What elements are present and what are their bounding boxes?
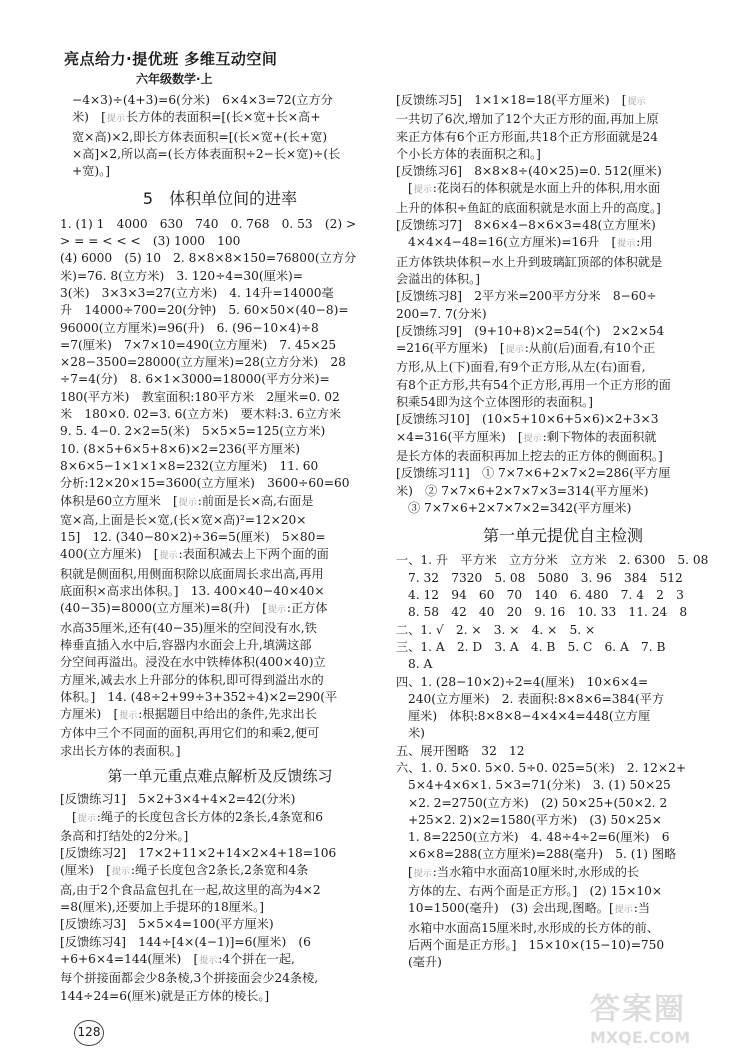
hint-label: 提示 xyxy=(119,711,138,722)
answer-line: +25×2. 2)×2=1580(平方米) (3) 50×25× xyxy=(408,812,662,827)
answer-line: 宽×高,上面是长×宽,(长×宽×高)²=12×20× xyxy=(60,512,307,527)
answer-line: [提示:绳子的长度包含长方体的2条长,4条宽和6 xyxy=(72,809,324,824)
answer-line: 方体的左、右两个面是正方形。] (2) 15×10× xyxy=(408,884,663,899)
answer-line: [反馈练习4] 144÷[4×(4−1)]=6(厘米) (6 xyxy=(60,934,311,949)
answer-line: 求出长方体的表面积。] xyxy=(60,743,181,758)
book-series-title: 亮点给力·提优班 多维互动空间 xyxy=(64,50,278,68)
answer-line: 后两个面是正方形。] 15×10×(15−10)=750 xyxy=(408,937,665,952)
answer-line: 400(立方厘米) [提示:表面积减去上下两个面的面 xyxy=(60,547,329,562)
hint-label: 提示 xyxy=(617,239,636,250)
left-column xyxy=(60,92,380,1005)
hint-label: 提示 xyxy=(77,813,96,824)
watermark-logo: 答案圈 MXQE.COM xyxy=(590,992,691,1047)
answer-line: 水高35厘米,还有(40−35)厘米的空间没有水,铁 xyxy=(60,620,317,635)
answer-line: +6+6×4=144(厘米) [提示:4个拼在一起, xyxy=(60,951,295,966)
answer-line: [提示:花岗石的体积就是水面上升的体积,用水面 xyxy=(408,181,661,196)
answer-line: 8×6×5−1×1×1×8=232(立方厘米) 11. 60 xyxy=(60,458,319,473)
answer-line: > = = < < < (3) 1000 100 xyxy=(60,234,241,249)
answer-line: 有8个正方形,共有54个正方形,再用一个正方形的面 xyxy=(396,377,671,392)
answer-line: 每个拼接面都会少8条棱,3个拼接面会少24条棱, xyxy=(60,971,319,986)
answer-line: 10. (8×5+6×5+8×6)×2=236(平方厘米) xyxy=(60,441,301,456)
hint-label: 提示 xyxy=(267,605,286,616)
answer-line: 8. 58 42 40 20 9. 16 10. 33 11. 24 8 xyxy=(408,605,688,620)
answer-line: 厘米) 体积:8×8×8−4×4×4=448(立方厘 xyxy=(408,709,651,724)
answer-line: (40−35)=8000(立方厘米)=8(升) [提示:正方体 xyxy=(60,601,328,616)
text-line: +宽)。] xyxy=(72,164,110,179)
answer-line: 体积是60立方厘米 [提示:前面是长×高,右面是 xyxy=(60,493,314,508)
answer-line: (厘米) [提示:绳子长度包含2条长,2条宽和4条 xyxy=(60,863,309,878)
hint-label: 提示 xyxy=(614,905,633,916)
answer-line: [提示:当水箱中水面高10厘米时,水形成的长 xyxy=(408,864,640,879)
book-subtitle: 六年级数学·上 xyxy=(136,72,213,86)
answer-line: =216(平方厘米) [提示:从前(后)面看,有10个正 xyxy=(396,341,656,356)
answer-line: 方体中三个不同面的面积,再用它们的和乘2,便可 xyxy=(60,726,320,741)
answer-line: ×28−3500=28000(立方厘米)=28(立方分米) 28 xyxy=(60,355,346,370)
answer-line: ×4=316(平方厘米) [提示:剩下物体的表面积就 xyxy=(396,429,657,444)
answer-line: 方形,从上(下)面看,有9个正方形,从左(右)面看, xyxy=(396,360,646,375)
answer-line: ×2. 2=2750(立方米) (2) 50×25+(50×2. 2 xyxy=(408,795,668,810)
text-line: 米) [提示长方体的表面积=[(长×宽+长×高+ xyxy=(72,110,321,125)
answer-line: [反馈练习8] 2平方米=200平方分米 8−60÷ xyxy=(396,289,657,304)
answer-line: ÷7=4(分) 8. 6×1×3000=18000(平方分米)= xyxy=(60,372,330,387)
answer-line: 分空间再溢出。浸没在水中铁棒体积(400×40)立 xyxy=(60,655,326,670)
answer-line: 来正方体有6个正方形面,共18个正方形面就是24 xyxy=(396,129,659,144)
section-heading: 第一单元重点难点解析及反馈练习 xyxy=(107,766,333,785)
hint-label: 提示 xyxy=(523,433,542,444)
answer-line: 4×4×4−48=16(立方厘米)=16升 [提示:用 xyxy=(408,235,653,250)
section-heading: 第一单元提优自主检测 xyxy=(482,526,643,546)
answer-line: 正方体铁块体积−水上升到玻璃缸顶部的体积就是 xyxy=(396,254,663,269)
answer-line: 米) xyxy=(408,726,425,741)
page-number: 128 xyxy=(74,1020,104,1046)
answer-line: 三、1. A 2. D 3. A 4. B 5. C 6. A 7. B xyxy=(396,639,666,654)
hint-label: 提示 xyxy=(413,185,432,196)
answer-line: 五、展开图略 32 12 xyxy=(396,743,525,758)
hint-label: 提示 xyxy=(111,867,130,878)
answer-line: 米) ② 7×7×6+2×7×7×3=314(平方厘米) xyxy=(396,483,649,498)
answer-line: 米)=76. 8(立方米) 3. 120÷4=30(厘米)= xyxy=(60,268,303,283)
text-line: 宽×高)×2,即长方体表面积=[(长×宽+(长+宽) xyxy=(72,129,328,144)
answer-line: 二、1. √ 2. × 3. × 4. × 5. × xyxy=(396,622,596,637)
answer-line: [反馈练习7] 8×6×4−8×6×3=48(立方厘米) xyxy=(396,218,656,233)
answer-line: 一共切了6次,增加了12个大正方形的面,再加上原 xyxy=(396,112,659,127)
hint-label: 提示 xyxy=(106,114,125,125)
answer-line: 积就是侧面积,用侧面积除以底面周长求出高,再用 xyxy=(60,566,324,581)
hint-label: 提示 xyxy=(505,345,524,356)
hint-label: 提示 xyxy=(627,97,646,107)
answer-line: 180(平方米) 教室面积:180平方米 2厘米=0. 02 xyxy=(60,389,340,404)
answer-line: 9. 5. 4−0. 2×2=5(米) 5×5×5=125(立方米) xyxy=(60,424,326,439)
answer-line: 会溢出的体积。] xyxy=(396,271,480,286)
answer-line: =7(厘米) 7×7×10=490(立方厘米) 7. 45×25 xyxy=(60,337,337,352)
answer-line: 个小长方体的表面积之和。] xyxy=(396,146,541,161)
answer-line: ③ 7×7×6+2×7×7×2=342(平方厘米) xyxy=(408,500,632,515)
answer-line: [反馈练习10] (10×5+10×6+5×6)×2+3×3 xyxy=(396,412,659,427)
answer-line: ×6×8=288(立方厘米)=288(毫升) 5. (1) 图略 xyxy=(408,847,677,862)
answer-line: 144÷24=6(厘米)就是正方体的棱长。] xyxy=(60,988,270,1003)
answer-line: 体积。] 14. (48÷2+99÷3+352÷4)×2=290(平 xyxy=(60,689,338,704)
text-line: ×高]×2,所以高=(长方体表面积÷2−长×宽)÷(长 xyxy=(72,146,341,161)
answer-line: 底面积×高求出体积。] 13. 400×40−40×40× xyxy=(60,584,325,599)
answer-line: 分析:12×20×15=3600(立方厘米) 3600÷60=60 xyxy=(60,476,350,491)
answer-line: 升 14000÷700=20(分钟) 5. 60×50×(40−8)= xyxy=(60,303,349,318)
answer-line: 5×4+4×6×1. 5×3=71(分米) 3. (1) 50×25 xyxy=(408,778,671,793)
answer-line: 方厘米,减去水上升部分的体积,即可得到溢出水的 xyxy=(60,672,324,687)
answer-line: 8. A xyxy=(408,657,433,672)
section-heading: 5 体积单位间的进率 xyxy=(142,189,298,209)
answer-line: 240(立方厘米) 2. 表面积:8×8×6=384(平方 xyxy=(408,691,665,706)
answer-line: 棒垂直插入水中后,容器内水面会上升,填满这部 xyxy=(60,637,312,652)
answer-line: 4. 12 94 60 70 140 6. 480 7. 4 2 3 xyxy=(408,588,684,603)
answer-line: [反馈练习3] 5×5×4=100(平方厘米) xyxy=(60,917,274,932)
right-column xyxy=(396,92,730,972)
answer-line: 10=1500(毫升) (3) 会出现,图略。[提示:当 xyxy=(408,901,651,916)
hint-label: 提示 xyxy=(178,497,197,508)
text-line: −4×3)÷(4+3)=6(分米) 6×4×3=72(立方分 xyxy=(72,93,333,107)
hint-label: 提示 xyxy=(159,551,178,562)
answer-line: 200=7. 7(分米) xyxy=(396,306,487,321)
answer-line: [反馈练习5] 1×1×18=18(平方厘米) [提示 xyxy=(396,93,646,107)
answer-line: 条高和打结处的2分米。] xyxy=(60,828,189,843)
answer-line: 是长方体的表面积再加上挖去的正方体的侧面积。] xyxy=(396,448,663,463)
answer-line: 方厘米) [提示:根据题目中给出的条件,先求出长 xyxy=(60,707,317,722)
answer-line: [反馈练习6] 8×8×8÷(40×25)=0. 512(厘米) xyxy=(396,164,662,179)
answer-line: [反馈练习2] 17×2+11×2+14×2×4+18=106 xyxy=(60,846,337,861)
answer-line: =8(厘米),还要加上手提环的18厘米。] xyxy=(60,900,264,915)
answer-line: 四、1. (28−10×2)÷2=4(厘米) 10×6×4= xyxy=(396,674,649,689)
answer-line: 3(米) 3×3×3=27(立方米) 4. 14升=14000毫 xyxy=(60,285,334,300)
answer-line: 上升的体积÷鱼缸的底面积就是水面上升的高度。] xyxy=(396,200,661,215)
answer-line: [反馈练习1] 5×2+3×4+4×2=42(分米) xyxy=(60,792,296,807)
answer-line: [反馈练习11] ① 7×7×6+2×7×2=286(平方厘 xyxy=(396,466,671,481)
answer-line: 积乘54即为这个立体图形的表面积。] xyxy=(396,395,593,410)
answer-line: 六、1. 0. 5×0. 5×0. 5÷0. 025=5(米) 2. 12×2+ xyxy=(396,760,687,775)
answer-line: 15] 12. (340−80×2)÷36=5(厘米) 5×80= xyxy=(60,530,326,545)
answer-line: 7. 32 7320 5. 08 5080 3. 96 384 512 xyxy=(408,570,683,585)
answer-line: 一、1. 升 平方米 立方分米 立方米 2. 6300 5. 08 xyxy=(396,553,709,568)
answer-line: 96000(立方厘米)=96(升) 6. (96−10×4)÷8 xyxy=(60,320,319,335)
hint-label: 提示 xyxy=(413,868,432,879)
answer-line: [反馈练习9] (9+10+8)×2=54(个) 2×2×54 xyxy=(396,323,665,338)
answer-line: (毫升) xyxy=(408,955,442,970)
answer-line: 1. 8=2250(立方米) 4. 48÷4÷2=6(厘米) 6 xyxy=(408,830,670,845)
answer-line: 高,由于2个食品盒包扎在一起,故这里的高为4×2 xyxy=(60,882,321,897)
answer-line: 1. (1) 1 4000 630 740 0. 768 0. 53 (2) > xyxy=(60,216,357,231)
answer-line: 米 180×0. 02=3. 6(立方米) 要木料:3. 6立方米 xyxy=(60,407,342,422)
hint-label: 提示 xyxy=(199,955,218,966)
answer-line: 水箱中水面高15厘米时,水形成的长方体的前、 xyxy=(408,920,659,935)
answer-line: (4) 6000 (5) 10 2. 8×8×8×150=76800(立方分 xyxy=(60,251,357,266)
